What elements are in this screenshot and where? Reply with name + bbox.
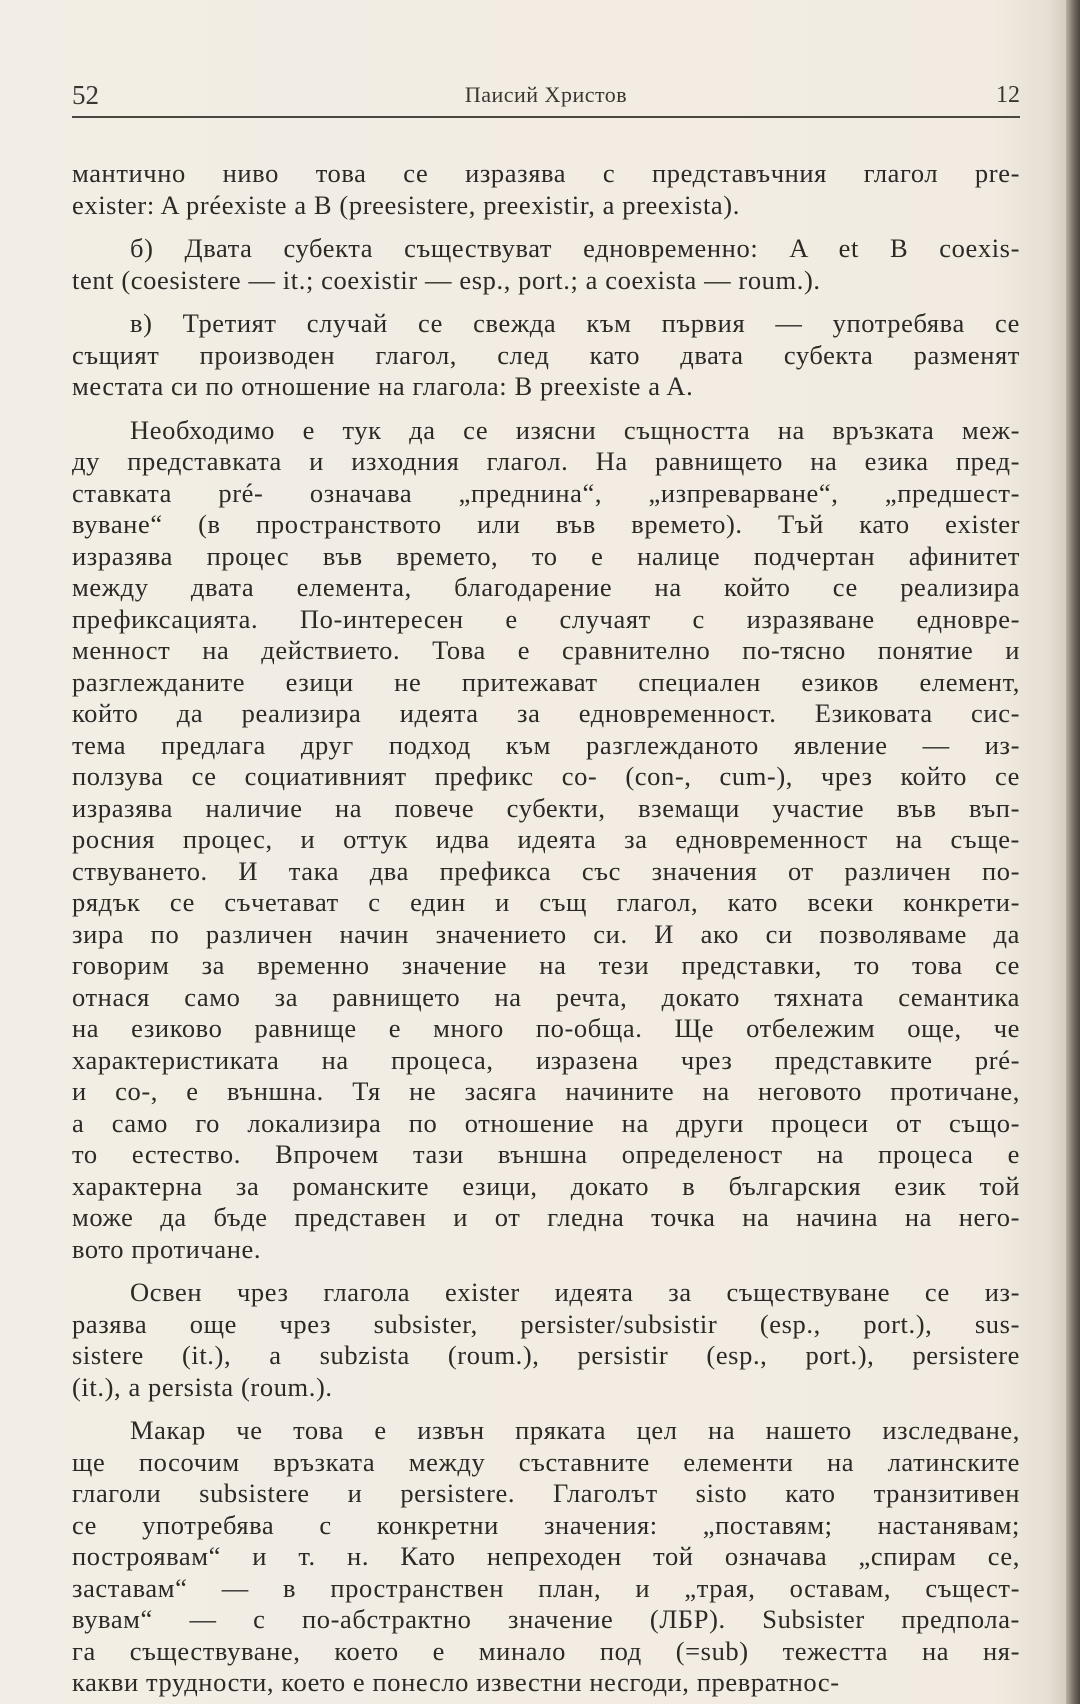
section-number: 12: [996, 82, 1020, 108]
text-line: характерна за романските езици, докато в българския език той: [72, 1170, 1020, 1201]
text-line: изразява процес във времето, то е налице подчертан афинитет: [72, 540, 1020, 571]
paragraph: [72, 158, 1020, 221]
text-line: exister: A préexiste a B (preesistere, preexistir, a preexista).: [72, 189, 740, 220]
text-line: местата си по отношение на глагола: B preexiste a A.: [72, 371, 694, 401]
text-line: ползува се социативният префикс co- (con-, cum-), чрез който се: [72, 761, 1020, 791]
text-line: вувам“ — с по-абстрактно значение (ЛБР). Subsister предпола-: [72, 1604, 1020, 1634]
text-line: разглежданите езици не притежават специален езиков елемент,: [72, 666, 1020, 697]
paragraph: [72, 1415, 1020, 1699]
text-line: Макар че това е извън пряката цел на нашето изследване,: [130, 1415, 1020, 1445]
paragraph: [72, 1277, 1020, 1403]
text-line: който да реализира идеята за едновременност. Езиковата сис-: [72, 698, 1020, 728]
text-line: зира по различен начин значението си. И ако си позволяваме да: [72, 918, 1020, 949]
text-line: глаголи subsistere и persistere. Глаголът sisto като транзитивен: [72, 1478, 1020, 1508]
text-line: заставам“ — в пространствен план, и „трая, оставам, същест-: [72, 1572, 1020, 1603]
body-text: [72, 158, 1020, 1699]
text-line: на езиково равнище е много по-обща. Ще отбележим още, че: [72, 1013, 1020, 1043]
text-line: същият производен глагол, след като двата субекта разменят: [72, 339, 1020, 370]
text-line: ставката pré- означава „преднина“, „изпреварване“, „предшест-: [72, 477, 1020, 508]
paragraph: [72, 308, 1020, 403]
paragraph: [72, 415, 1020, 1266]
text-line: вото протичане.: [72, 1233, 262, 1264]
text-line: то естество. Впрочем тази външна определеност на процеса е: [72, 1139, 1020, 1169]
text-line: и co-, е външна. Тя не засяга начините на неговото протичане,: [72, 1076, 1020, 1106]
text-line: sistere (it.), a subzista (roum.), persistir (esp., port.), persistere: [72, 1340, 1020, 1370]
text-line: може да бъде представен и от гледна точка на начина на него-: [72, 1202, 1020, 1232]
text-line: вуване“ (в пространството или във времето). Тъй като exister: [72, 509, 1020, 539]
text-line: (it.), a persista (roum.).: [72, 1371, 333, 1402]
text-line: росния процес, и оттук идва идеята за едновременност на съще-: [72, 824, 1020, 854]
text-line: менност на действието. Това е сравнително по-тясно понятие и: [72, 635, 1020, 665]
text-line: рядък се съчетават с един и същ глагол, като всеки конкрети-: [72, 887, 1020, 917]
text-line: разява още чрез subsister, persister/subsistir (esp., port.), sus-: [72, 1308, 1020, 1339]
text-line: тема предлага друг подход към разглежданото явление — из-: [72, 729, 1020, 760]
running-title: Паисий Христов: [464, 82, 628, 107]
text-line: построявам“ и т. н. Като непреходен той означава „спирам се,: [72, 1541, 1020, 1571]
text-line: се употребява с конкретни значения: „поставям; настанявам;: [72, 1509, 1020, 1540]
text-line: tent (coesistere — it.; coexistir — esp., port.; a coexista — roum.).: [72, 264, 821, 295]
text-line: га съществуване, което е минало под (=sub) тежестта на ня-: [72, 1635, 1020, 1666]
running-header: [72, 68, 1020, 108]
text-line: префиксацията. По-интересен е случаят с изразяване едновре-: [72, 603, 1020, 634]
text-line: мантично ниво това се изразява с представъчния глагол pre-: [72, 158, 1020, 188]
book-spine-edge: [1066, 0, 1080, 1704]
paragraph: [72, 233, 1020, 296]
text-line: ду представката и изходния глагол. На равнището на езика пред-: [72, 446, 1020, 476]
text-line: б) Двата субекта съществуват едновременно: A et B coexis-: [130, 233, 1020, 263]
text-line: ствуването. И така два префикса със значения от различен по-: [72, 855, 1020, 886]
text-line: Освен чрез глагола exister идеята за съществуване се из-: [130, 1277, 1020, 1307]
text-line: характеристиката на процеса, изразена чрез представките pré-: [72, 1044, 1020, 1075]
header-rule: [72, 116, 1020, 118]
text-line: изразява наличие на повече субекти, вземащи участие във въп-: [72, 792, 1020, 823]
text-line: отнася само за равнището на речта, докато тяхната семантика: [72, 981, 1020, 1012]
text-line: между двата елемента, благодарение на който се реализира: [72, 572, 1020, 602]
text-line: говорим за временно значение на тези представки, то това се: [72, 950, 1020, 980]
text-line: Необходимо е тук да се изясни същността на връзката меж-: [130, 414, 1020, 445]
text-line: а само го локализира по отношение на други процеси от също-: [72, 1107, 1020, 1138]
text-line: ще посочим връзката между съставните елементи на латинските: [72, 1446, 1020, 1477]
text-line: какви трудности, което е понесло известни несгоди, превратнос-: [72, 1667, 840, 1697]
page-number: 52: [72, 80, 99, 110]
text-line: в) Третият случай се свежда към първия — употребява се: [130, 308, 1020, 338]
